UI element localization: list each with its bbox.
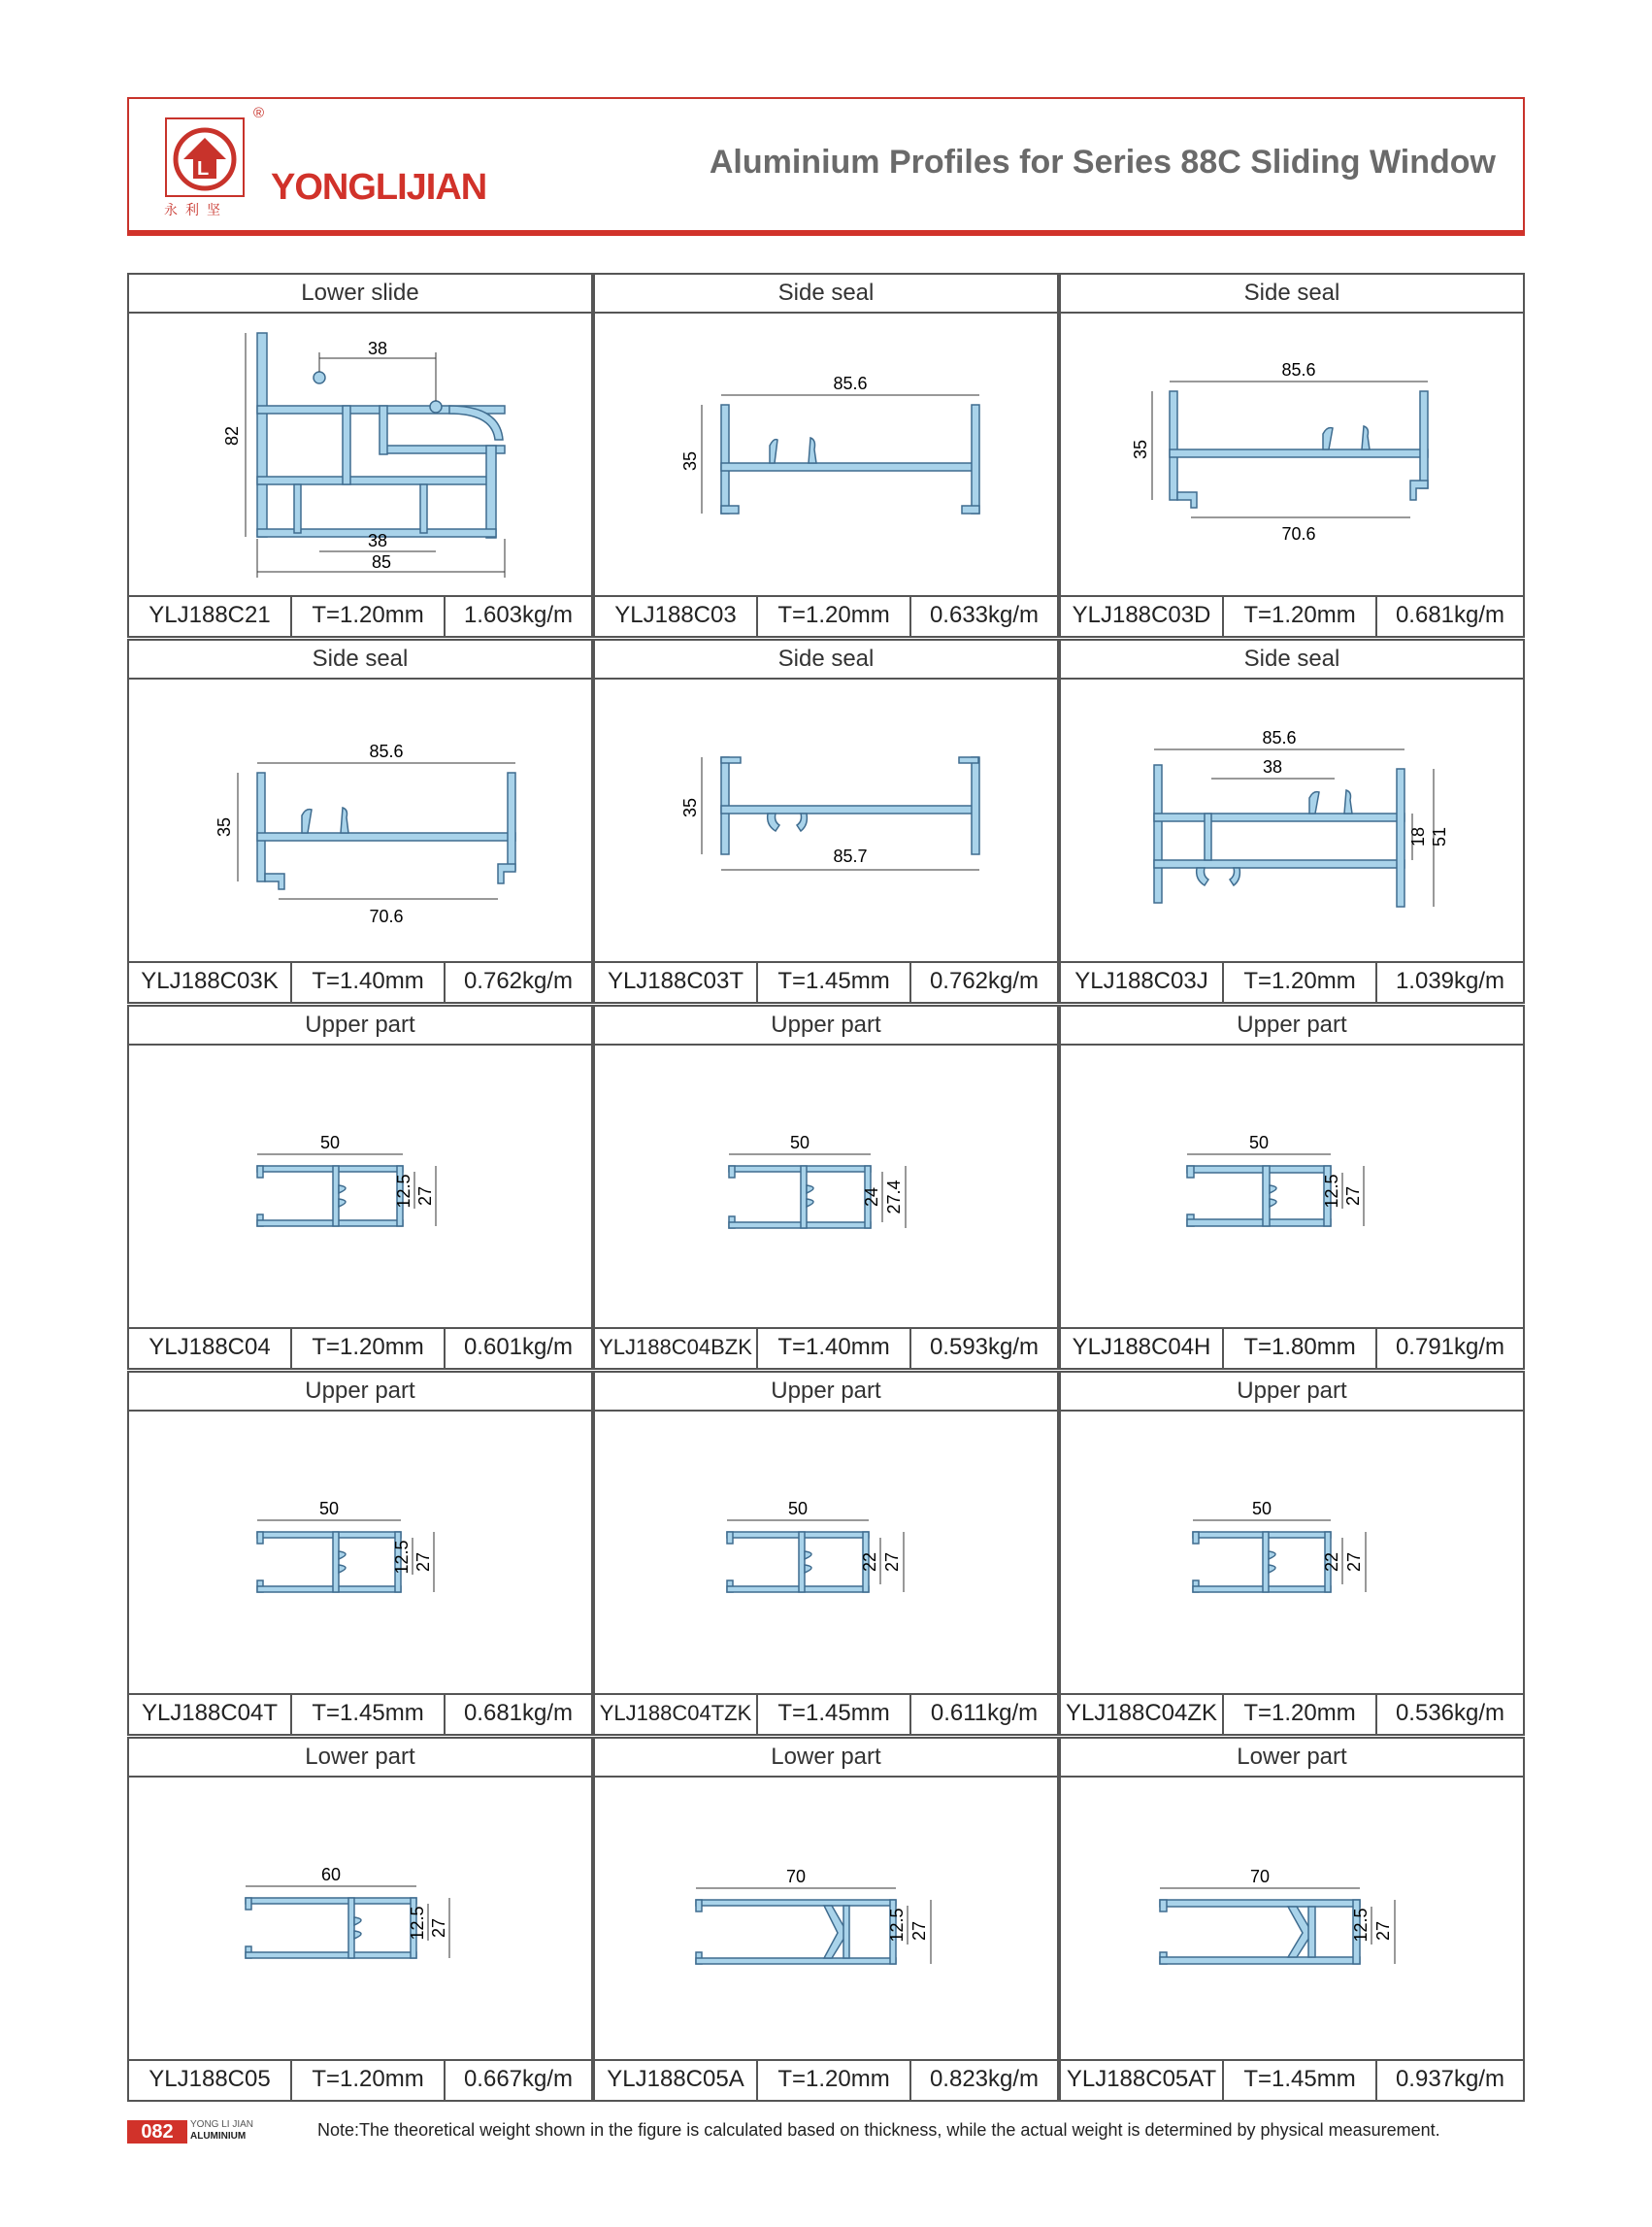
dimension-label: 50 xyxy=(1251,1499,1272,1518)
profile-title: Side seal xyxy=(595,275,1057,314)
profile-drawing xyxy=(595,1778,1057,2059)
dimension-label: 27 xyxy=(1373,1920,1393,1942)
profile-drawing xyxy=(129,1046,591,1327)
dimension-label: 50 xyxy=(1248,1133,1270,1152)
profile-title: Side seal xyxy=(129,641,591,680)
profile-weight: 0.823kg/m xyxy=(929,2066,1040,2092)
profile-cell xyxy=(1059,1005,1525,1370)
page-number: 082 xyxy=(127,2120,187,2144)
profile-title: Upper part xyxy=(1061,1373,1523,1412)
dimension-label: 85.6 xyxy=(1281,360,1316,380)
profile-thickness: T=1.20mm xyxy=(292,597,446,636)
profile-drawing xyxy=(129,680,591,961)
profile-row xyxy=(127,1737,1525,2102)
profile-thickness: T=1.20mm xyxy=(758,2061,911,2100)
profile-title: Side seal xyxy=(1061,641,1523,680)
profile-drawing xyxy=(595,1412,1057,1693)
profile-weight: 1.603kg/m xyxy=(463,602,574,628)
dimension-label: 50 xyxy=(319,1133,341,1152)
profile-drawing xyxy=(1061,680,1523,961)
spec-row xyxy=(1061,1327,1523,1368)
profile-thickness: T=1.20mm xyxy=(292,2061,446,2100)
dimension-label: 24 xyxy=(862,1186,881,1208)
spec-row xyxy=(1061,1693,1523,1734)
profile-cell xyxy=(127,1737,593,2102)
profile-code: YLJ188C04ZK xyxy=(1061,1695,1224,1734)
profile-code: YLJ188C21 xyxy=(129,597,292,636)
spec-row xyxy=(1061,595,1523,636)
profile-code: YLJ188C05 xyxy=(129,2061,292,2100)
profile-code: YLJ188C04T xyxy=(129,1695,292,1734)
profile-thickness: T=1.20mm xyxy=(758,597,911,636)
dimension-label: 85.6 xyxy=(1262,728,1297,748)
registered-mark: ® xyxy=(253,105,265,121)
dimension-label: 27 xyxy=(413,1551,433,1573)
dimension-label: 82 xyxy=(222,425,242,447)
spec-row xyxy=(1061,961,1523,1002)
page-title: Aluminium Profiles for Series 88C Sliding Window xyxy=(709,144,1496,181)
profile-title: Lower part xyxy=(595,1739,1057,1778)
profile-thickness: T=1.20mm xyxy=(292,1329,446,1368)
dimension-label: 85.6 xyxy=(369,742,404,761)
profile-title: Upper part xyxy=(1061,1007,1523,1046)
dimension-label: 50 xyxy=(787,1499,809,1518)
profile-title: Upper part xyxy=(129,1373,591,1412)
profile-drawing xyxy=(1061,314,1523,595)
profile-weight: 0.611kg/m xyxy=(930,1700,1039,1726)
profile-code: YLJ188C05A xyxy=(595,2061,758,2100)
dimension-label: 18 xyxy=(1408,826,1428,848)
dimension-label: 27.4 xyxy=(884,1180,904,1214)
dimension-label: 50 xyxy=(789,1133,810,1152)
dimension-label: 27 xyxy=(882,1551,902,1573)
spec-row xyxy=(129,595,591,636)
footer-brand-line2: ALUMINIUM xyxy=(190,2131,247,2142)
spec-row xyxy=(129,961,591,1002)
profile-title: Lower part xyxy=(1061,1739,1523,1778)
profile-thickness: T=1.45mm xyxy=(292,1695,446,1734)
profile-drawing xyxy=(129,1778,591,2059)
profile-weight: 0.667kg/m xyxy=(463,2066,574,2092)
dimension-label: 50 xyxy=(318,1499,340,1518)
dimension-label: 60 xyxy=(320,1865,342,1884)
profile-row xyxy=(127,1005,1525,1370)
profile-weight: 0.937kg/m xyxy=(1395,2066,1505,2092)
profile-thickness: T=1.40mm xyxy=(758,1329,911,1368)
dimension-label: 35 xyxy=(680,450,700,472)
dimension-label: 85.6 xyxy=(833,374,868,393)
profile-title: Side seal xyxy=(595,641,1057,680)
profile-weight: 0.791kg/m xyxy=(1395,1334,1505,1360)
profile-cell xyxy=(127,1371,593,1736)
profile-title: Upper part xyxy=(129,1007,591,1046)
profile-title: Lower slide xyxy=(129,275,591,314)
dimension-label: 70.6 xyxy=(369,907,404,926)
spec-row xyxy=(595,1693,1057,1734)
profile-drawing xyxy=(595,680,1057,961)
dimension-label: 12.5 xyxy=(1351,1908,1371,1943)
dimension-label: 12.5 xyxy=(392,1540,412,1575)
profile-drawing xyxy=(595,314,1057,595)
profile-code: YLJ188C03K xyxy=(129,963,292,1002)
svg-text:L: L xyxy=(197,158,210,180)
footer-note: Note:The theoretical weight shown in the figure is calculated based on thickness, while the actual weight is determined by physical measurement. xyxy=(317,2120,1440,2140)
profile-thickness: T=1.80mm xyxy=(1224,1329,1377,1368)
dimension-label: 27 xyxy=(1344,1551,1364,1573)
profile-drawing xyxy=(1061,1778,1523,2059)
dimension-label: 35 xyxy=(1131,439,1150,460)
profile-code: YLJ188C04TZK xyxy=(595,1695,758,1734)
dimension-label: 70.6 xyxy=(1281,524,1316,544)
profile-thickness: T=1.20mm xyxy=(1224,597,1377,636)
dimension-label: 85.7 xyxy=(833,847,868,866)
dimension-label: 38 xyxy=(367,531,388,550)
profile-title: Upper part xyxy=(595,1007,1057,1046)
profile-code: YLJ188C03J xyxy=(1061,963,1224,1002)
dimension-label: 22 xyxy=(1322,1551,1341,1573)
profile-thickness: T=1.20mm xyxy=(1224,1695,1377,1734)
dimension-label: 35 xyxy=(680,797,700,818)
brand-name-cn: 永利坚 xyxy=(164,202,228,217)
profile-code: YLJ188C03 xyxy=(595,597,758,636)
profile-code: YLJ188C03D xyxy=(1061,597,1224,636)
profile-weight: 0.633kg/m xyxy=(929,602,1040,628)
dimension-label: 51 xyxy=(1430,826,1449,848)
profile-drawing xyxy=(595,1046,1057,1327)
profile-thickness: T=1.45mm xyxy=(1224,2061,1377,2100)
profile-code: YLJ188C04H xyxy=(1061,1329,1224,1368)
spec-row xyxy=(595,2059,1057,2100)
profile-cell xyxy=(593,1005,1059,1370)
profile-drawing xyxy=(129,1412,591,1693)
dimension-label: 12.5 xyxy=(394,1174,413,1209)
profile-title: Lower part xyxy=(129,1739,591,1778)
dimension-label: 12.5 xyxy=(408,1906,427,1941)
profile-weight: 0.536kg/m xyxy=(1395,1700,1505,1726)
dimension-label: 27 xyxy=(429,1917,448,1939)
profile-cell xyxy=(127,1005,593,1370)
profile-title: Upper part xyxy=(595,1373,1057,1412)
footer-brand-line1: YONG LI JIAN xyxy=(190,2119,254,2130)
profile-thickness: T=1.45mm xyxy=(758,963,911,1002)
profile-code: YLJ188C04 xyxy=(129,1329,292,1368)
profile-thickness: T=1.45mm xyxy=(758,1695,911,1734)
profile-cell xyxy=(593,273,1059,638)
profile-row xyxy=(127,639,1525,1004)
dimension-label: 22 xyxy=(860,1551,879,1573)
brand-name: YONGLIJIAN xyxy=(271,167,487,208)
dimension-label: 27 xyxy=(1343,1185,1363,1207)
profile-weight: 0.593kg/m xyxy=(929,1334,1040,1360)
dimension-label: 12.5 xyxy=(887,1908,907,1943)
dimension-label: 38 xyxy=(367,339,388,358)
profile-code: YLJ188C03T xyxy=(595,963,758,1002)
profile-row xyxy=(127,273,1525,638)
profile-weight: 0.681kg/m xyxy=(1395,602,1505,628)
profile-code: YLJ188C04BZK xyxy=(595,1329,758,1368)
profile-row xyxy=(127,1371,1525,1736)
footer-brand xyxy=(190,2119,253,2143)
profile-drawing xyxy=(1061,1412,1523,1693)
profile-drawing xyxy=(1061,1046,1523,1327)
profile-thickness: T=1.40mm xyxy=(292,963,446,1002)
spec-row xyxy=(129,2059,591,2100)
profile-cell xyxy=(593,1371,1059,1736)
spec-row xyxy=(595,1327,1057,1368)
dimension-label: 70 xyxy=(785,1867,807,1886)
dimension-label: 85 xyxy=(371,552,392,572)
profile-cell xyxy=(127,639,593,1004)
spec-row xyxy=(1061,2059,1523,2100)
profile-cell xyxy=(1059,273,1525,638)
profile-cell xyxy=(1059,639,1525,1004)
dimension-label: 12.5 xyxy=(1322,1174,1341,1209)
profile-cell xyxy=(1059,1737,1525,2102)
profile-weight: 0.762kg/m xyxy=(929,968,1040,994)
dimension-label: 35 xyxy=(215,816,234,838)
profile-cell xyxy=(127,273,593,638)
spec-row xyxy=(595,595,1057,636)
profile-cell xyxy=(1059,1371,1525,1736)
dimension-label: 27 xyxy=(415,1185,435,1207)
spec-row xyxy=(595,961,1057,1002)
spec-row xyxy=(129,1693,591,1734)
dimension-label: 70 xyxy=(1249,1867,1271,1886)
profile-drawing xyxy=(129,314,591,595)
profile-thickness: T=1.20mm xyxy=(1224,963,1377,1002)
profile-weight: 0.681kg/m xyxy=(463,1700,574,1726)
profile-title: Side seal xyxy=(1061,275,1523,314)
profile-weight: 1.039kg/m xyxy=(1395,968,1505,994)
page-header xyxy=(127,97,1525,236)
profile-cell xyxy=(593,639,1059,1004)
dimension-label: 38 xyxy=(1262,757,1283,777)
profile-weight: 0.762kg/m xyxy=(463,968,574,994)
spec-row xyxy=(129,1327,591,1368)
profile-code: YLJ188C05AT xyxy=(1061,2061,1224,2100)
profile-weight: 0.601kg/m xyxy=(463,1334,574,1360)
dimension-label: 27 xyxy=(909,1920,929,1942)
profile-cell xyxy=(593,1737,1059,2102)
